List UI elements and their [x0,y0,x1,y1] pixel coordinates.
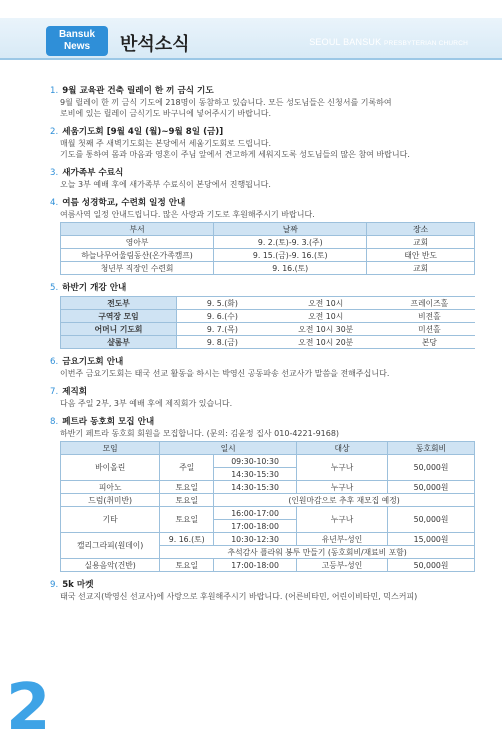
section-heading: 페트라 동호회 모집 안내 [62,417,155,427]
body-line: 매월 첫째 주 새벽기도회는 본당에서 세움기도회로 드립니다. [60,139,271,148]
section-body [50,398,475,409]
section-number: 7. [50,387,59,397]
section-body [50,296,475,349]
church-sub: PRESBYTERIAN CHURCH [384,40,468,47]
section-heading: 5k 마켓 [62,580,94,590]
table-cell: 전도부 [61,297,177,310]
table-cell: 50,000원 [388,559,475,572]
section-title [50,168,475,179]
table-cell: 오전 10시 [268,297,384,310]
table-row [61,559,475,572]
header-cell: 장소 [367,223,475,236]
table-cell: 영아부 [61,236,214,249]
table-cell: 17:00-18:00 [214,520,297,533]
section-1 [50,86,475,119]
table-cell: 본당 [384,336,475,349]
table-row [61,481,475,494]
table-cell: 토요일 [160,494,214,507]
section-title [50,357,475,368]
table-cell: 누구나 [296,481,387,494]
section-number: 9. [50,580,59,590]
table-header-row [61,223,475,236]
table-cell: 추석감사 플라워 봉투 만들기 (동호회비/재료비 포함) [160,546,475,559]
section-heading: 새가족부 수료식 [62,168,124,178]
table-row [61,262,475,275]
section-3 [50,168,475,190]
body-line: 오늘 3부 예배 후에 새가족부 수료식이 본당에서 진행됩니다. [60,180,271,189]
section-body [50,368,475,379]
section-title [50,417,475,428]
section-title [50,387,475,398]
table-cell: 청년부 직장인 수련회 [61,262,214,275]
summer-schedule-table [60,222,475,275]
page-number: 2 [6,671,51,741]
table-cell: 토요일 [160,507,214,533]
table-cell: 유년부-성인 [296,533,387,546]
header-cell: 일시 [160,442,297,455]
section-number: 2. [50,127,59,137]
table-cell: 교회 [367,262,475,275]
section-number: 6. [50,357,59,367]
class-opening-table [60,296,475,349]
section-number: 8. [50,417,59,427]
table-cell: 구역장 모임 [61,310,177,323]
table-cell: 오전 10시 20분 [268,336,384,349]
table-cell: (인원마감으로 추후 재모집 예정) [214,494,475,507]
section-4 [50,198,475,275]
table-cell: 기타 [61,507,160,533]
section-heading: 금요기도회 안내 [62,357,124,367]
table-cell: 토요일 [160,481,214,494]
section-number: 4. [50,198,59,208]
section-title [50,580,475,591]
table-cell: 9. 16.(토) [160,533,214,546]
table-cell: 09:30-10:30 [214,455,297,468]
table-cell: 50,000원 [388,455,475,481]
body-line: 하반기 페트라 동호회 회원을 모집합니다. (문의: 김윤정 집사 010-4221-9168) [60,429,340,438]
table-cell: 누구나 [296,507,387,533]
section-9 [50,580,475,602]
church-name [309,37,468,47]
page-title: 반석소식 [120,34,190,55]
badge-line1: Bansuk [58,29,96,40]
table-cell: 16:00-17:00 [214,507,297,520]
table-cell: 누구나 [296,455,387,481]
table-cell: 9. 8.(금) [177,336,268,349]
body-line: 다음 주일 2부, 3부 예배 후에 제직회가 있습니다. [60,399,233,408]
table-row [61,494,475,507]
section-number: 1. [50,86,59,96]
table-cell: 50,000원 [388,481,475,494]
table-cell: 하늘나무어울림동산(온가족캠프) [61,249,214,262]
table-cell: 9. 16.(토) [214,262,367,275]
section-heading: 세움기도회 [9월 4일 (월)~9월 8일 (금)] [62,127,224,137]
table-row [61,323,476,336]
header-cell: 대상 [296,442,387,455]
table-cell: 드럼(취미반) [61,494,160,507]
body-line: 기도를 통하여 몸과 마음과 영혼이 주님 앞에서 견고하게 세워지도록 성도님들의 많은 참여 바랍니다. [60,150,410,159]
table-row [61,455,475,468]
table-cell: 14:30-15:30 [214,481,297,494]
table-cell: 14:30-15:30 [214,468,297,481]
table-cell: 9. 5.(화) [177,297,268,310]
header-cell: 동호회비 [388,442,475,455]
section-body [50,428,475,572]
section-body [50,179,475,190]
table-cell: 9. 7.(목) [177,323,268,336]
section-5 [50,283,475,349]
section-7 [50,387,475,409]
section-title [50,198,475,209]
section-title [50,127,475,138]
news-content [50,86,475,610]
table-row [61,336,476,349]
table-cell: 9. 6.(수) [177,310,268,323]
table-row [61,297,476,310]
section-8 [50,417,475,572]
section-body [50,209,475,275]
table-cell: 바이올린 [61,455,160,481]
body-line: 여름사역 일정 안내드립니다. 많은 사랑과 기도로 후원해주시기 바랍니다. [60,210,315,219]
table-cell: 9. 2.(토)-9. 3.(주) [214,236,367,249]
header-cell: 부서 [61,223,214,236]
table-cell: 캘리그라피(원데이) [61,533,160,559]
table-cell: 오전 10시 [268,310,384,323]
table-cell: 미션홀 [384,323,475,336]
table-cell: 샬롬부 [61,336,177,349]
table-cell: 고등부-성인 [296,559,387,572]
section-6 [50,357,475,379]
table-row [61,507,475,520]
body-line: 9월 릴레이 한 끼 금식 기도에 218명이 동참하고 있습니다. 모든 성도님들은 신청서를 기록하여 [60,98,392,107]
church-main: SEOUL BANSUK [309,37,382,47]
section-heading: 하반기 개강 안내 [62,283,127,293]
table-cell: 어머니 기도회 [61,323,177,336]
body-line: 로비에 있는 릴레이 금식기도 바구니에 넣어주시기 바랍니다. [60,109,271,118]
badge-line2: News [63,41,91,52]
section-title [50,283,475,294]
section-number: 3. [50,168,59,178]
table-row [61,236,475,249]
table-cell: 프레이즈홀 [384,297,475,310]
bansuk-news-badge [46,26,108,56]
table-row [61,310,476,323]
table-cell: 10:30-12:30 [214,533,297,546]
header-cell: 날짜 [214,223,367,236]
body-line: 이번주 금요기도회는 태국 선교 활동을 하시는 박영신 공동파송 선교사가 말씀을 전해주십니다. [60,369,390,378]
table-cell: 주일 [160,455,214,481]
table-cell: 오전 10시 30분 [268,323,384,336]
table-cell: 50,000원 [388,507,475,533]
section-body [50,97,475,119]
section-heading: 제직회 [62,387,88,397]
table-cell: 토요일 [160,559,214,572]
table-cell: 실용음악(건반) [61,559,160,572]
table-row [61,249,475,262]
table-cell: 15,000원 [388,533,475,546]
table-cell: 피아노 [61,481,160,494]
section-body [50,138,475,160]
table-cell: 17:00-18:00 [214,559,297,572]
table-cell: 교회 [367,236,475,249]
table-header-row [61,442,475,455]
table-cell: 비전홀 [384,310,475,323]
table-cell: 9. 15.(금)-9. 16.(토) [214,249,367,262]
section-heading: 9월 교육관 건축 릴레이 한 끼 금식 기도 [62,86,214,96]
section-body [50,591,475,602]
club-recruit-table [60,441,475,572]
header [0,0,502,60]
section-number: 5. [50,283,59,293]
section-title [50,86,475,97]
header-cell: 모임 [61,442,160,455]
section-heading: 여름 성경학교, 수련회 일정 안내 [62,198,186,208]
section-2 [50,127,475,160]
table-row [61,533,475,546]
table-cell: 태안 반도 [367,249,475,262]
body-line: 태국 선교지(박영신 선교사)에 사랑으로 후원해주시기 바랍니다. (어른비타민, 어린이비타민, 믹스커피) [60,592,418,601]
